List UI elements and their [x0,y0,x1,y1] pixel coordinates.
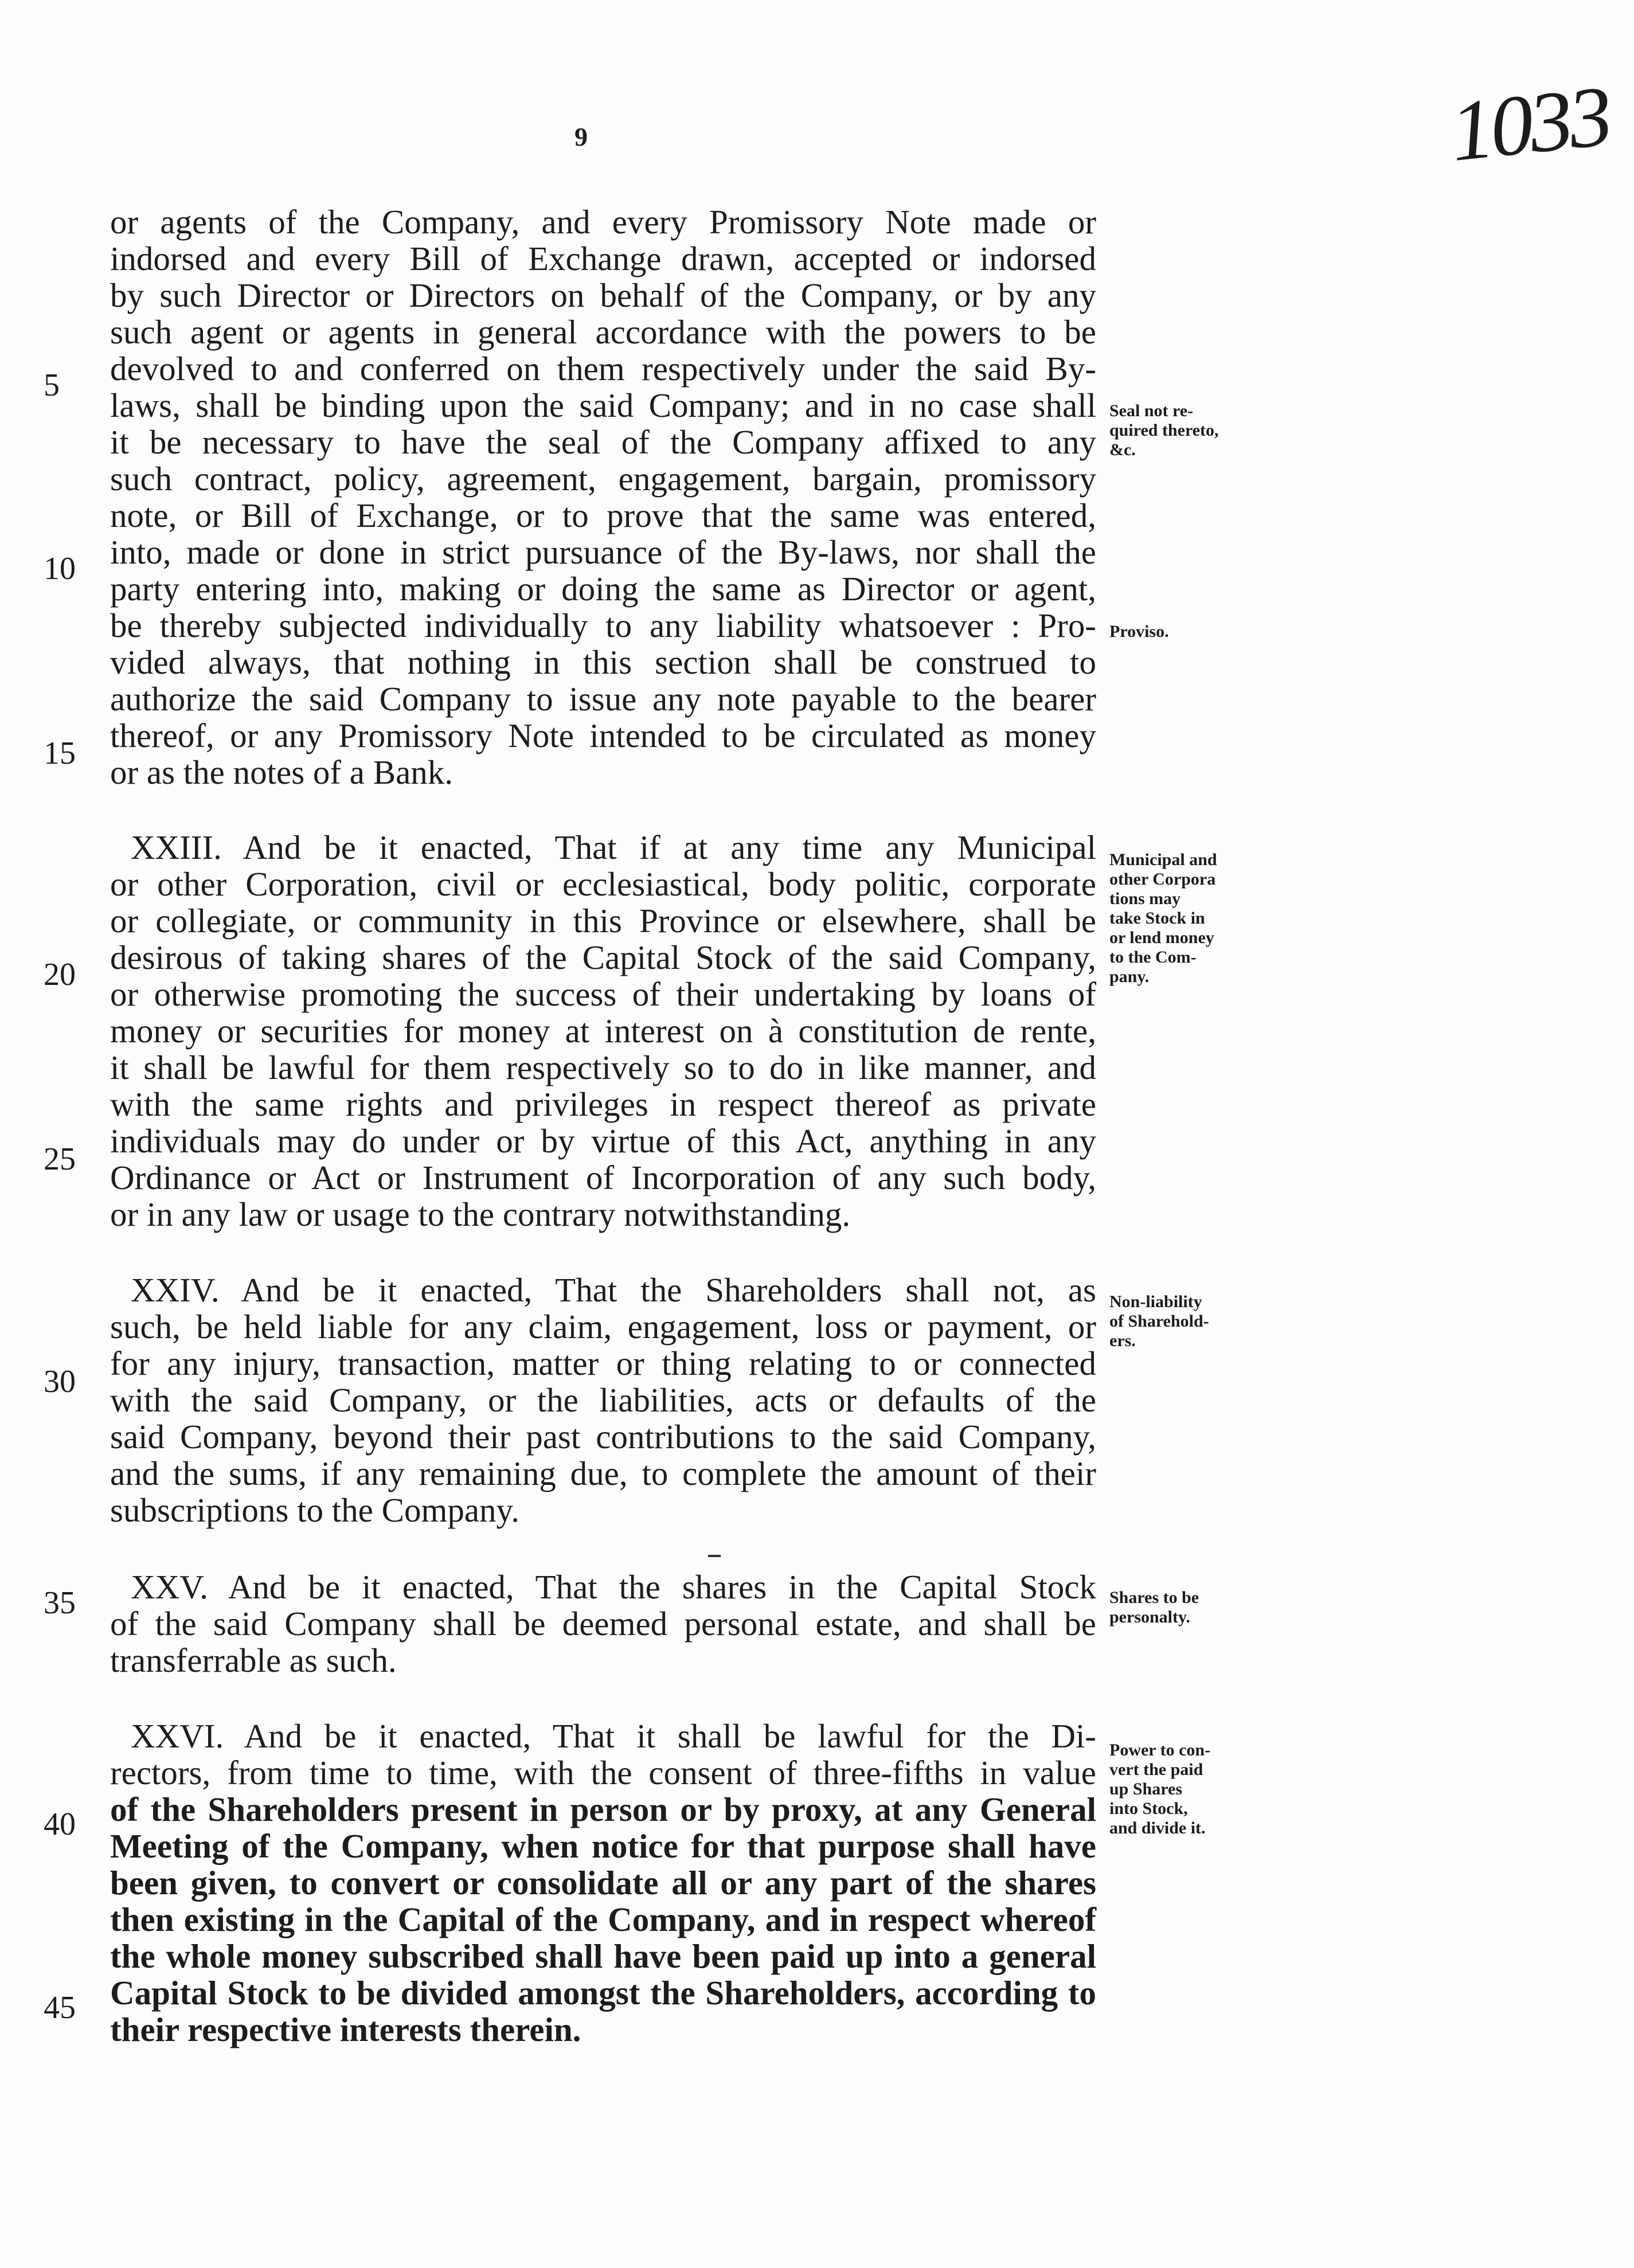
text-line: it be necessary to have the seal of the Company affixed to any [110,423,1096,461]
text-line: note, or Bill of Exchange, or to prove that the same was entered, [110,496,1096,534]
text-line: Meeting of the Company, when notice for that purpose shall have [110,1827,1096,1865]
text-line: with the same rights and privileges in respect thereof as private [110,1085,1096,1123]
text-line: with the said Company, or the liabilities, acts or defaults of the [110,1381,1096,1419]
text-line: such contract, policy, agreement, engagement, bargain, promissory [110,460,1096,498]
side-note-shares: Shares to be personalty. [1109,1588,1199,1626]
line-number: 35 [44,1585,76,1621]
text-line: indorsed and every Bill of Exchange drawn, accepted or indorsed [110,240,1096,277]
text-line: it shall be lawful for them respectively so to do in like manner, and [110,1049,1096,1086]
section-xxv-start: XXV. And be it enacted, That the shares in the Capital Stock [131,1568,1096,1606]
text-line: the whole money subscribed shall have been paid up into a general [110,1937,1096,1975]
text-line: individuals may do under or by virtue of this Act, anything in any [110,1122,1096,1160]
text-line: be thereby subjected individually to any liability whatsoever : Pro- [110,607,1096,644]
page-number: 9 [574,122,588,151]
text-line: rectors, from time to time, with the consent of three-fifths in value [110,1754,1096,1792]
text-line: thereof, or any Promissory Note intended to be circulated as money [110,717,1096,754]
side-note-power: Power to con- vert the paid up Shares into Stock, and divide it. [1109,1741,1211,1837]
text-line: or other Corporation, civil or ecclesiastical, body politic, corporate [110,865,1096,903]
line-number: 25 [44,1141,76,1177]
text-line: desirous of taking shares of the Capital Stock of the said Company, [110,939,1096,976]
side-note-seal: Seal not re- quired thereto, &c. [1109,401,1219,459]
section-xxvi-start: XXVI. And be it enacted, That it shall be lawful for the Di- [131,1717,1096,1755]
text-line: subscriptions to the Company. [110,1491,519,1529]
text-line: their respective interests therein. [110,2011,581,2048]
line-number: 30 [44,1364,76,1399]
text-line: transferrable as such. [110,1641,397,1679]
side-note-non-liability: Non-liability of Sharehold- ers. [1109,1292,1209,1350]
line-number: 15 [44,736,76,771]
text-line: by such Director or Directors on behalf of the Company, or by any [110,276,1096,314]
line-number: 5 [44,367,60,403]
section-xxiii-start: XXIII. And be it enacted, That if at any time any Municipal [131,828,1096,866]
text-line: or collegiate, or community in this Province or elsewhere, shall be [110,902,1096,940]
text-line: of the said Company shall be deemed personal estate, and shall be [110,1605,1096,1643]
text-line: party entering into, making or doing the same as Director or agent, [110,570,1096,608]
text-line: Capital Stock to be divided amongst the Shareholders, according to [110,1974,1096,2012]
side-note-proviso: Proviso. [1109,622,1169,641]
line-number: 20 [44,957,76,992]
handwritten-folio: 1033 [1446,68,1613,179]
text-line: then existing in the Capital of the Company, and in respect whereof [110,1901,1096,1938]
text-line: such agent or agents in general accordance with the powers to be [110,313,1096,351]
text-line: or as the notes of a Bank. [110,753,454,791]
text-line: or agents of the Company, and every Promissory Note made or [110,203,1096,241]
section-xxiv-start: XXIV. And be it enacted, That the Shareholders shall not, as [131,1271,1096,1309]
text-line: for any injury, transaction, matter or thing relating to or connected [110,1344,1096,1382]
text-line: into, made or done in strict pursuance of the By-laws, nor shall the [110,533,1096,571]
text-line: money or securities for money at interest on à constitution de rente, [110,1012,1096,1050]
text-line: said Company, beyond their past contributions to the said Company, [110,1418,1096,1456]
text-line: Ordinance or Act or Instrument of Incorporation of any such body, [110,1159,1096,1196]
text-line: or in any law or usage to the contrary notwithstanding. [110,1195,851,1233]
text-line: and the sums, if any remaining due, to complete the amount of their [110,1454,1096,1492]
side-note-municipal: Municipal and other Corpora tions may take Stock in or lend money to the Com- pany. [1109,850,1217,986]
text-line: of the Shareholders present in person or by proxy, at any General [110,1790,1096,1828]
text-line: devolved to and conferred on them respectively under the said By- [110,350,1096,388]
text-line: been given, to convert or consolidate all or any part of the shares [110,1864,1096,1902]
line-number: 45 [44,1990,76,2025]
divider-dash [708,1555,721,1557]
text-line: vided always, that nothing in this section shall be construed to [110,643,1096,681]
text-line: or otherwise promoting the success of their undertaking by loans of [110,975,1096,1013]
text-line: laws, shall be binding upon the said Company; and in no case shall [110,386,1096,424]
line-number: 40 [44,1806,76,1842]
line-number: 10 [44,551,76,586]
text-line: such, be held liable for any claim, engagement, loss or payment, or [110,1308,1096,1346]
text-line: authorize the said Company to issue any note payable to the bearer [110,680,1096,718]
